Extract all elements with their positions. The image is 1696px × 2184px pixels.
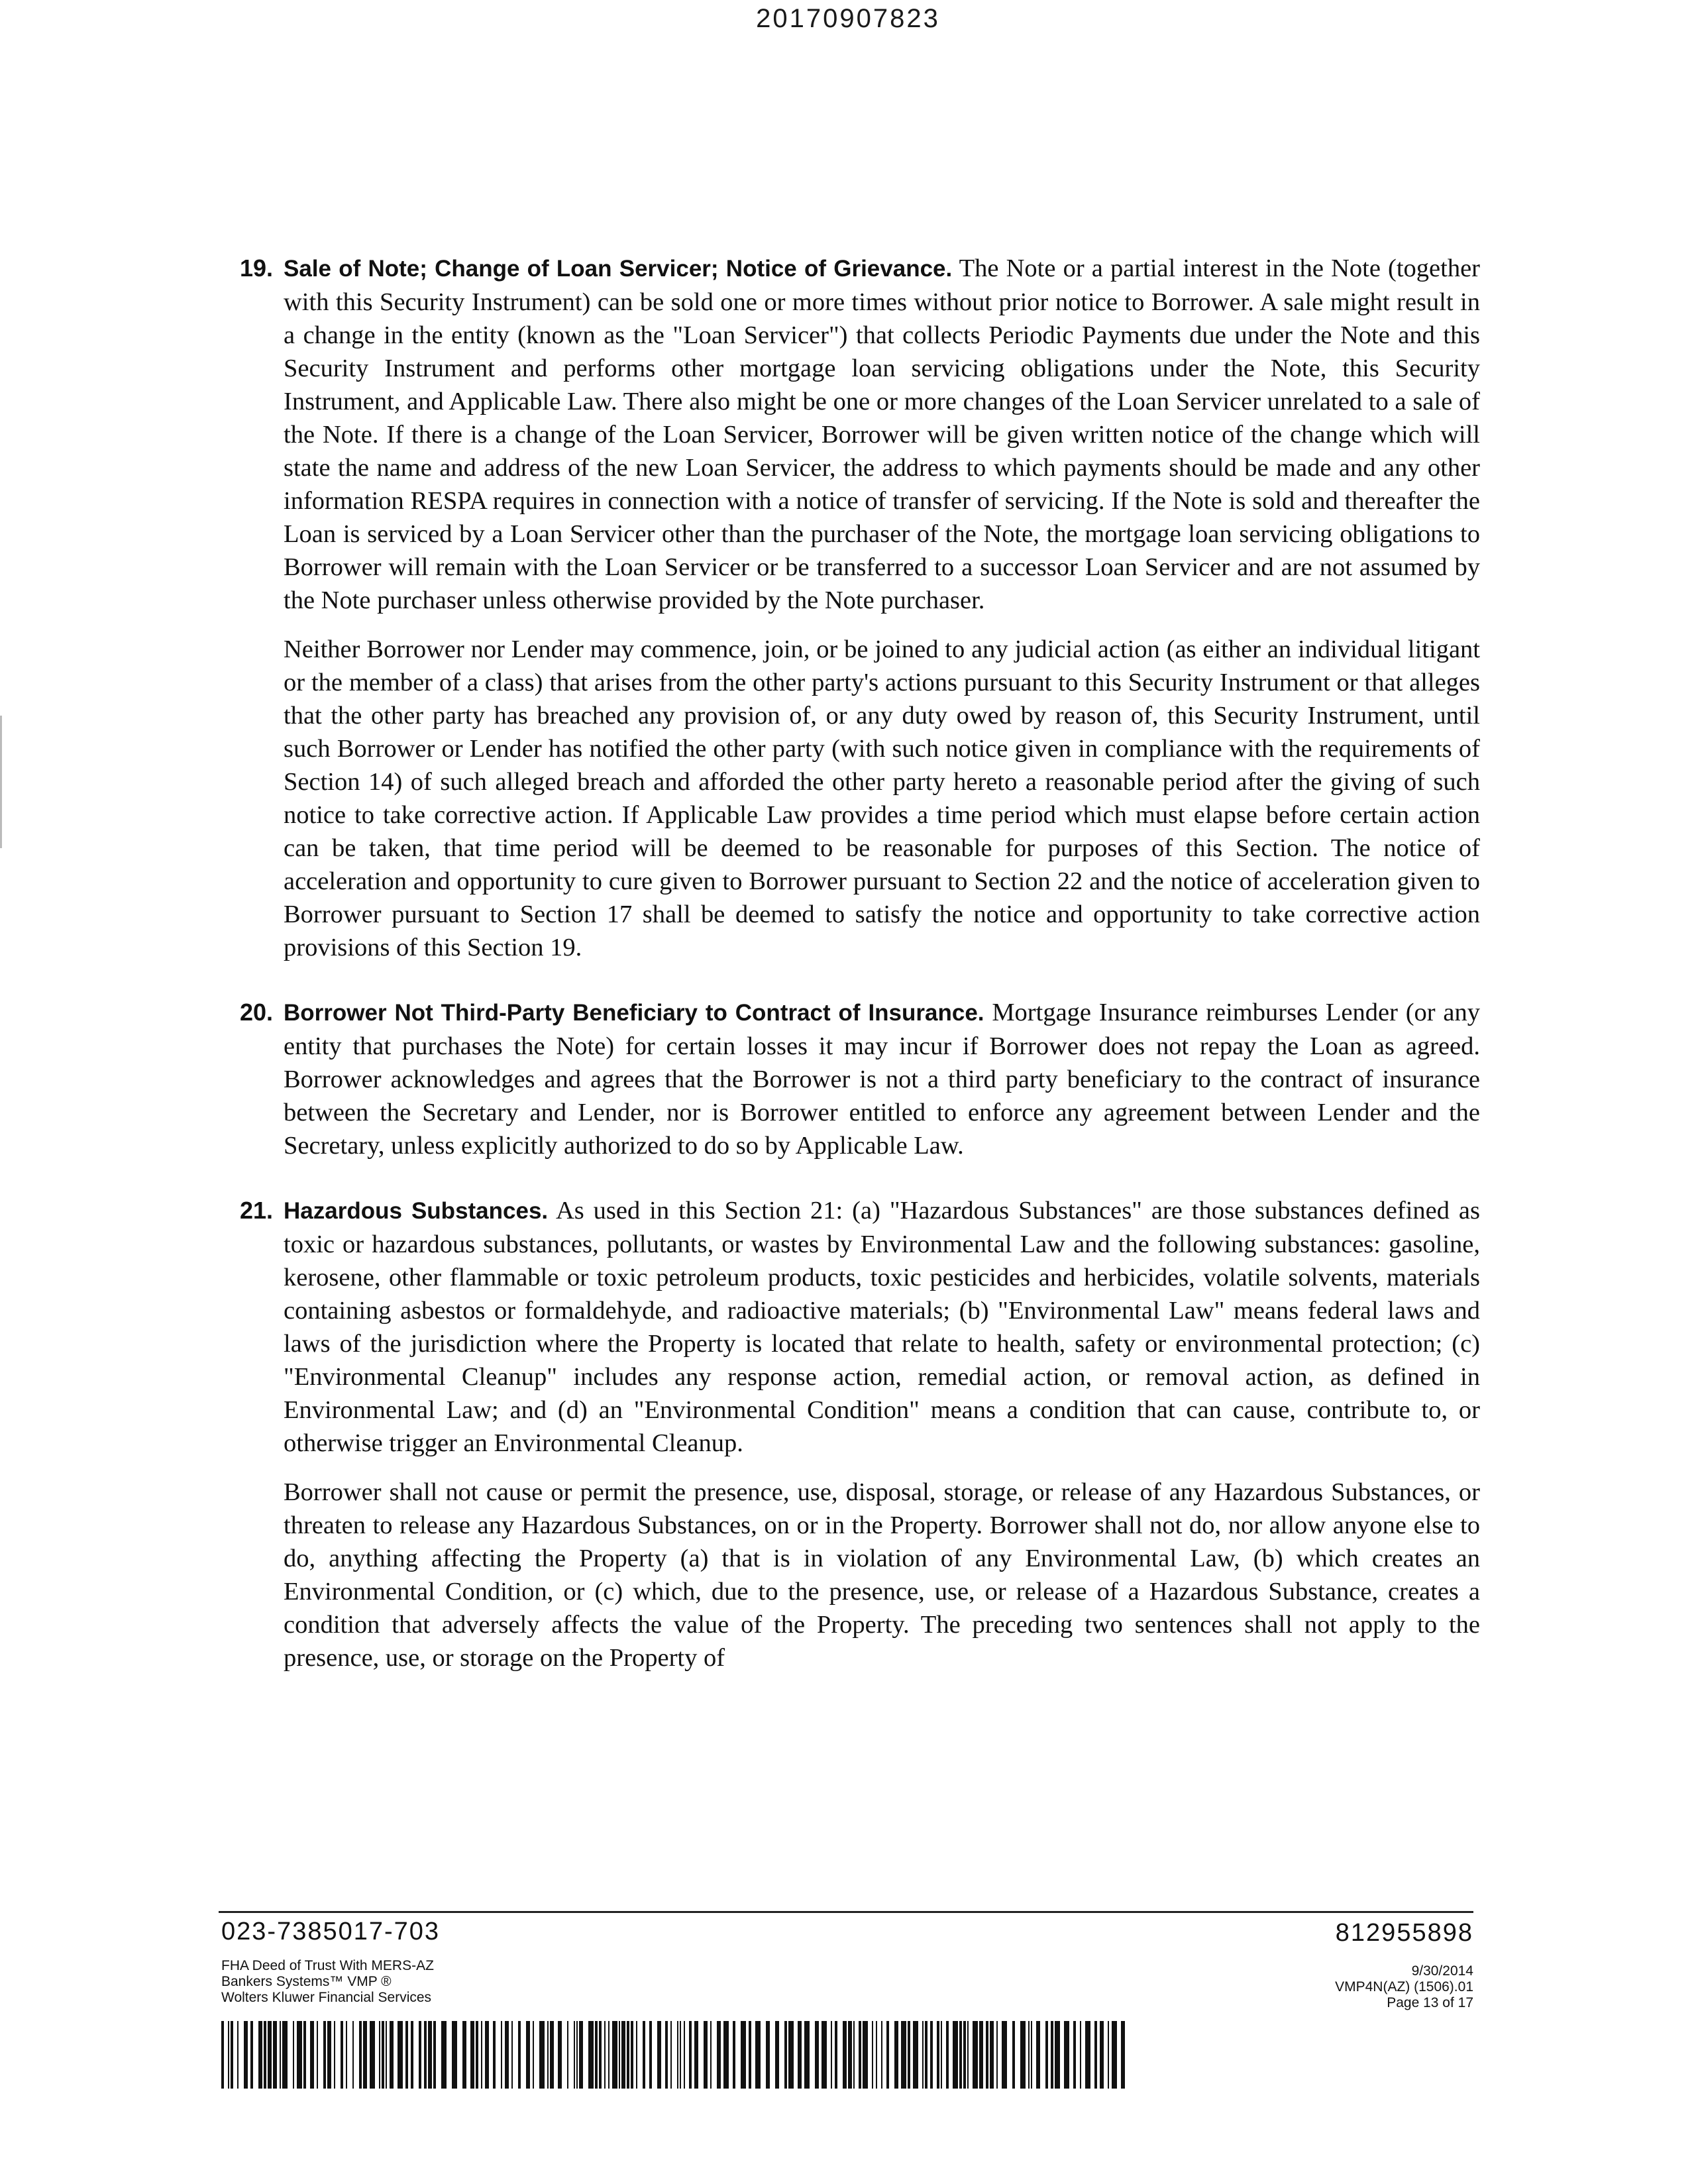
- form-code: VMP4N(AZ) (1506).01: [1335, 1979, 1473, 1994]
- form-vendor: Bankers Systems™ VMP ®: [221, 1974, 392, 1989]
- section-number: 19.: [239, 254, 273, 282]
- section-body: [284, 996, 1480, 1178]
- document-number: 812955898: [1335, 1919, 1473, 1947]
- section-heading: Hazardous Substances.: [284, 1198, 549, 1224]
- section-heading: Sale of Note; Change of Loan Servicer; Notice of Grievance.: [284, 256, 953, 282]
- section-paragraph: [284, 252, 1480, 617]
- section-heading: Borrower Not Third-Party Beneficiary to Contract of Insurance.: [284, 1000, 984, 1026]
- form-date: 9/30/2014: [1411, 1963, 1473, 1979]
- form-info: [221, 1958, 434, 2006]
- form-meta: [1335, 1963, 1473, 2011]
- section-paragraph: Borrower shall not cause or permit the presence, use, disposal, storage, or release of any Hazardous Substances, or threaten to release any Hazardous Substances, on or in the Property. Borrower shall not do, nor allow anyone else to do, anything affecting the Property (a) that is in violation of any Environmental Law, (b) which creates an Environmental Condition, or (c) which, due to the presence, use, or release of a Hazardous Substance, creates a condition that adversely affects the value of the Property. The preceding two sentences shall not apply to the presence, use, or storage on the Property of: [284, 1478, 1480, 1672]
- form-publisher: Wolters Kluwer Financial Services: [221, 1990, 432, 2005]
- paragraph-text: The Note or a partial interest in the Note (together with this Security Instrument) can be sold one or more times without prior notice to Borrower. A sale might result in a change in the entity (known as the "Loan Servicer") that collects Periodic Payments due under the Note and this Security Instrument and performs other mortgage loan servicing obligations under the Note, this Security Instrument, and Applicable Law. There also might be one or more changes of the Loan Servicer unrelated to a sale of the Note. If there is a change of the Loan Servicer, Borrower will be given written notice of the change which will state the name and address of the new Loan Servicer, the address to which payments should be made and any other information RESPA requires in connection with a notice of transfer of servicing. If the Note is sold and thereafter the Loan is serviced by a Loan Servicer other than the purchaser of the Note, the mortgage loan servicing obligations to Borrower will remain with the Loan Servicer or be transferred to a successor Loan Servicer and are not assumed by the Note purchaser unless otherwise provided by the Note purchaser.: [284, 254, 1481, 614]
- paragraph-text: As used in this Section 21: (a) "Hazardous Substances" are those substances defined as toxic or hazardous substances, pollutants, or wastes by Environmental Law and the following substances: gasoline, kerosene, other flammable or toxic petroleum products, toxic pesticides and herbicides, volatile solvents, materials containing asbestos or formaldehyde, and radioactive materials; (b) "Environmental Law" means federal laws and laws of the jurisdiction where the Property is located that relate to health, safety or environmental protection; (c) "Environmental Cleanup" includes any response action, remedial action, or removal action, as defined in Environmental Law; and (d) an "Environmental Condition" means a condition that can cause, contribute to, or otherwise trigger an Environmental Cleanup.: [284, 1197, 1480, 1457]
- recording-number: 20170907823: [756, 4, 940, 33]
- form-title: FHA Deed of Trust With MERS-AZ: [221, 1958, 434, 1973]
- section-paragraph: [284, 996, 1480, 1162]
- page-number: Page 13 of 17: [1387, 1995, 1473, 2010]
- scan-artifact-line: [0, 716, 2, 848]
- section-number: 21.: [239, 1197, 273, 1224]
- loan-number: 023-7385017-703: [221, 1918, 441, 1945]
- section-body: [284, 252, 1480, 980]
- section-number: 20.: [239, 999, 273, 1026]
- section-21: [221, 1194, 1480, 1690]
- footer-divider: [219, 1911, 1473, 1913]
- section-body: [284, 1194, 1480, 1690]
- section-paragraph: [284, 1194, 1480, 1460]
- section-19: [221, 252, 1480, 980]
- paragraph-text: Mortgage Insurance reimburses Lender (or any entity that purchases the Note) for certain losses it may incur if Borrower does not repay the Loan as agreed. Borrower acknowledges and agrees that the Borrower is not a third party beneficiary to the contract of insurance between the Secretary and Lender, nor is Borrower entitled to enforce any agreement between Lender and the Secretary, unless explicitly authorized to do so by Applicable Law.: [284, 999, 1480, 1160]
- barcode-icon: [221, 2021, 1129, 2089]
- section-20: [221, 996, 1480, 1178]
- section-paragraph: Neither Borrower nor Lender may commence, join, or be joined to any judicial action (as either an individual litigant or the member of a class) that arises from the other party's actions pursuant to this Security Instrument or that alleges that the other party has breached any provision of, or any duty owed by reason of, this Security Instrument, until such Borrower or Lender has notified the other party (with such notice given in compliance with the requirements of Section 14) of such alleged breach and afforded the other party hereto a reasonable period after the giving of such notice to take corrective action. If Applicable Law provides a time period which must elapse before certain action can be taken, that time period will be deemed to be reasonable for purposes of this Section. The notice of acceleration and opportunity to cure given to Borrower pursuant to Section 22 and the notice of acceleration given to Borrower pursuant to Section 17 shall be deemed to satisfy the notice and opportunity to take corrective action provisions of this Section 19.: [284, 635, 1480, 961]
- document-body: [221, 252, 1480, 1706]
